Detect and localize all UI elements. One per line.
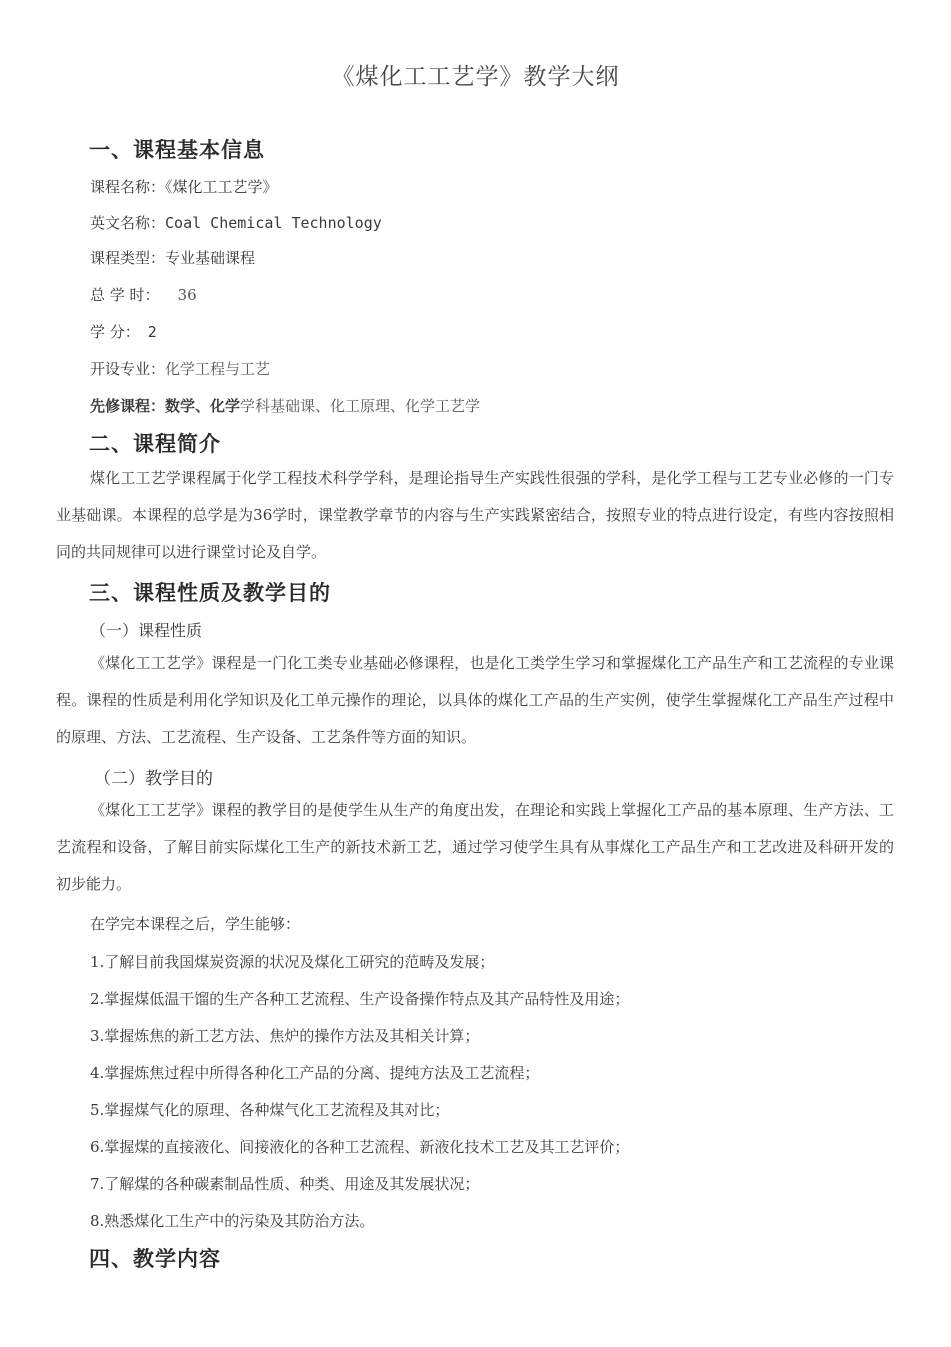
objective-item: 6.掌握煤的直接液化、间接液化的各种工艺流程、新液化技术工艺及其工艺评价； — [90, 1138, 630, 1156]
total-hours-row — [90, 284, 197, 305]
total-hours-label: 总 学 时： — [90, 286, 160, 304]
course-intro-paragraph: 煤化工工艺学课程属于化学工程技术科学学科，是理论指导生产实践性很强的学科，是化学工程与工艺专业必修的一门专业基础课。本课程的总学是为36学时，课堂教学章节的内容与生产实践紧密结合，按照专业的特点进行设定，有些内容按照相同的共同规律可以进行课堂讨论及自学。 — [56, 469, 894, 561]
objective-item: 2.掌握煤低温干馏的生产各种工艺流程、生产设备操作特点及其产品特性及用途； — [90, 990, 630, 1008]
objective-item: 1.了解目前我国煤炭资源的状况及煤化工研究的范畴及发展； — [90, 953, 495, 971]
teaching-goal-paragraph: 《煤化工工艺学》课程的教学目的是使学生从生产的角度出发，在理论和实践上掌握化工产品的基本原理、生产方法、工艺流程和设备，了解目前实际煤化工生产的新技术新工艺，通过学习使学生具有从事煤化工产品生产和工艺改进及科研开发的初步能力。 — [56, 801, 894, 893]
course-type-row — [90, 247, 255, 268]
prerequisites-rest: 学科基础课、化工原理、化学工艺学 — [240, 397, 481, 415]
prerequisites-label: 先修课程： — [90, 397, 166, 415]
course-name-row — [90, 176, 278, 197]
major-label: 开设专业： — [90, 360, 166, 378]
english-name-label: 英文名称： — [90, 214, 166, 232]
prerequisites-bold: 数学、化学 — [165, 397, 241, 415]
credits-label: 学 分： — [90, 323, 140, 341]
total-hours-value: 36 — [177, 286, 197, 304]
course-name-value: 《煤化工工艺学》 — [165, 178, 278, 196]
section-4-heading: 四、教学内容 — [89, 1247, 221, 1271]
objective-item: 3.掌握炼焦的新工艺方法、焦炉的操作方法及其相关计算； — [90, 1027, 480, 1045]
course-type-value: 专业基础课程 — [165, 249, 256, 267]
english-name-row — [90, 212, 382, 233]
major-value: 化学工程与工艺 — [165, 360, 271, 378]
prerequisites-row — [90, 395, 480, 416]
objective-item: 8.熟悉煤化工生产中的污染及其防治方法。 — [90, 1212, 375, 1230]
course-nature-paragraph: 《煤化工工艺学》课程是一门化工类专业基础必修课程，也是化工类学生学习和掌握煤化工产品生产和工艺流程的专业课程。课程的性质是利用化学知识及化工单元操作的理论，以具体的煤化工产品的生产实例，使学生掌握煤化工产品生产过程中的原理、方法、工艺流程、生产设备、工艺条件等方面的知识。 — [56, 654, 894, 746]
objective-item: 7.了解煤的各种碳素制品性质、种类、用途及其发展状况； — [90, 1175, 480, 1193]
objectives-intro: 在学完本课程之后，学生能够： — [90, 915, 301, 933]
credits-value: 2 — [147, 323, 157, 341]
english-name-value: Coal Chemical Technology — [165, 214, 382, 232]
subsection-teaching-goal-heading: （二）教学目的 — [94, 769, 213, 789]
subsection-course-nature-heading: （一）课程性质 — [90, 621, 203, 640]
objective-item: 4.掌握炼焦过程中所得各种化工产品的分离、提纯方法及工艺流程； — [90, 1064, 540, 1082]
section-2-heading: 二、课程简介 — [89, 432, 221, 456]
course-name-label: 课程名称： — [90, 178, 166, 196]
credits-row — [90, 321, 157, 342]
section-3-heading: 三、课程性质及教学目的 — [89, 581, 331, 605]
course-type-label: 课程类型： — [90, 249, 166, 267]
section-1-heading: 一、课程基本信息 — [89, 138, 265, 162]
document-title: 《煤化工工艺学》教学大纲 — [331, 64, 620, 90]
major-row — [90, 358, 270, 379]
objective-item: 5.掌握煤气化的原理、各种煤气化工艺流程及其对比； — [90, 1101, 450, 1119]
